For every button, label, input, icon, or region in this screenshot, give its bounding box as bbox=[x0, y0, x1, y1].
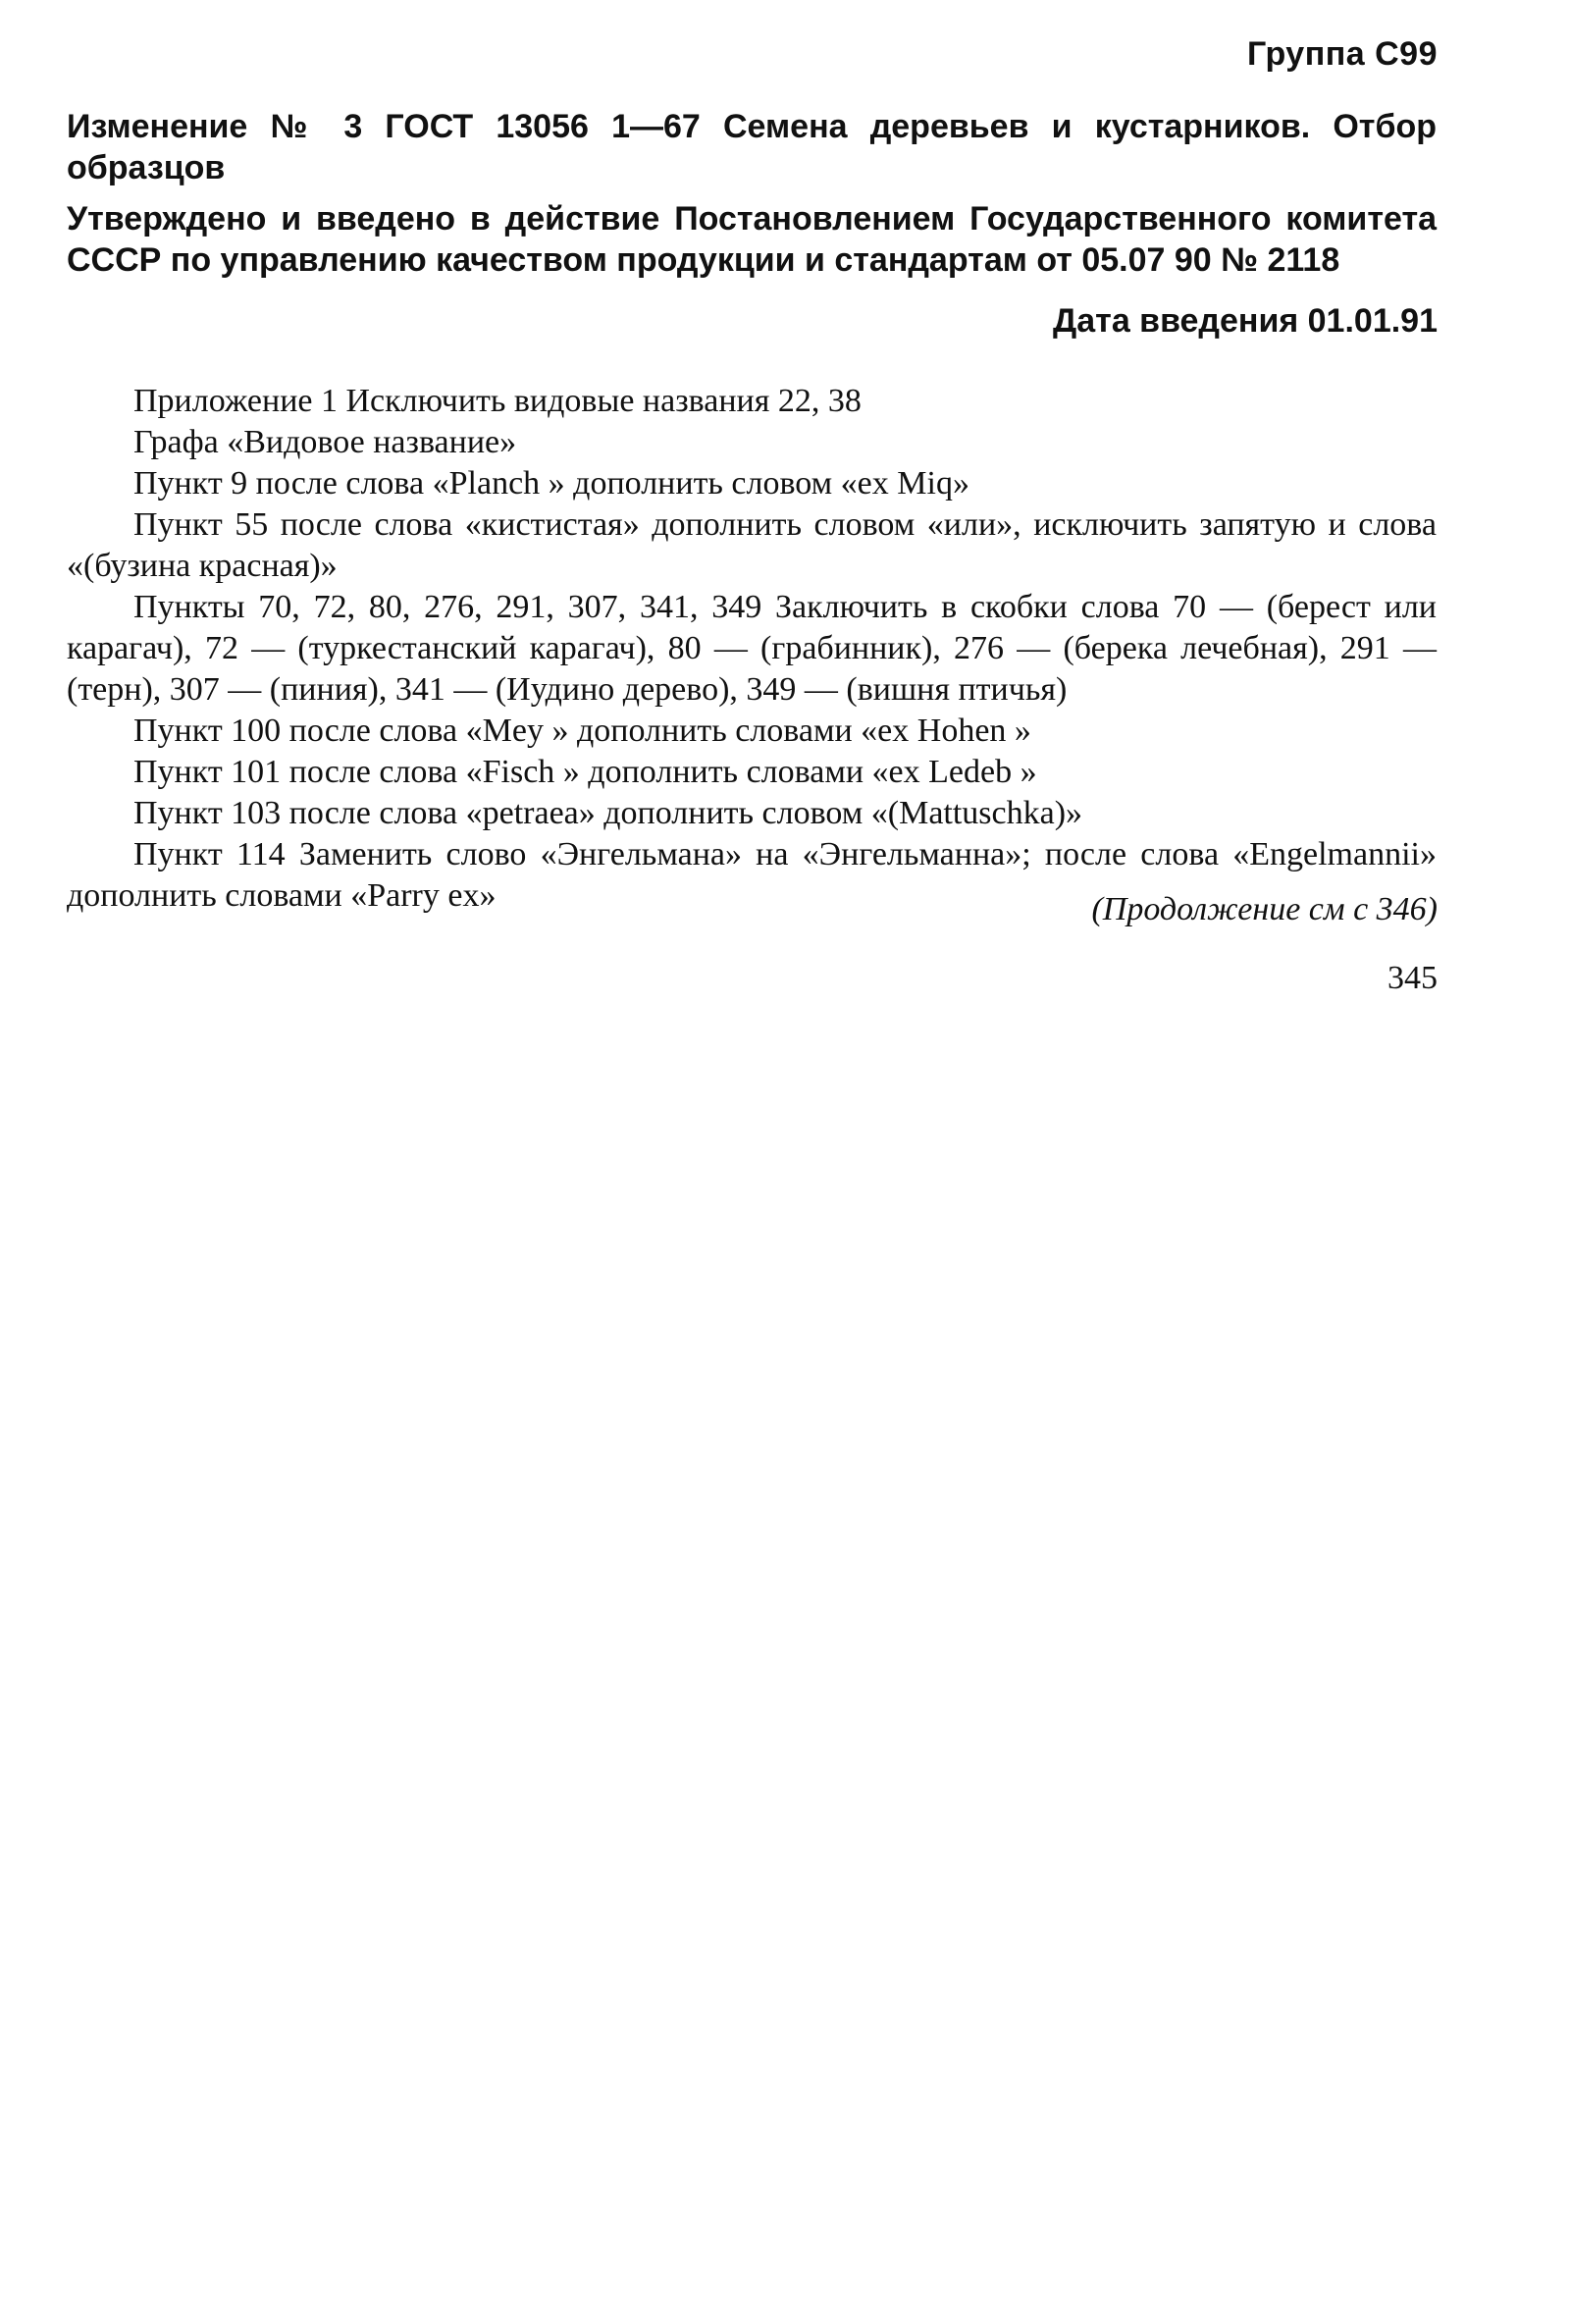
paragraph-appendix: Приложение 1 Исключить видовые названия 22, 38 bbox=[133, 383, 862, 419]
effective-date: Дата введения 01.01.91 bbox=[1053, 302, 1438, 340]
paragraph-item-103: Пункт 103 после слова «petraea» дополнить словом «(Mattuschka)» bbox=[133, 795, 1083, 831]
paragraph-column: Графа «Видовое название» bbox=[133, 424, 517, 460]
paragraph-item-55: Пункт 55 после слова «кистистая» дополнить словом «или», исключить запятую и слова «(бузина красная)» bbox=[67, 506, 1437, 584]
page-number: 345 bbox=[1387, 960, 1438, 996]
paragraph-item-100: Пункт 100 после слова «Mey » дополнить словами «ex Hohen » bbox=[133, 713, 1031, 749]
continuation-note: (Продолжение см с 346) bbox=[1091, 891, 1438, 927]
paragraph-item-9: Пункт 9 после слова «Planch » дополнить словом «ex Miq» bbox=[133, 465, 969, 502]
amendment-body bbox=[67, 381, 1437, 917]
approval-statement: Утверждено и введено в действие Постановлением Государственного комитета СССР по управлению качеством продукции и стандартам от 05.07 90 № 2118 bbox=[67, 200, 1437, 279]
paragraph-item-101: Пункт 101 после слова «Fisch » дополнить словами «ex Ledeb » bbox=[133, 754, 1037, 790]
group-code: Группа С99 bbox=[1246, 35, 1438, 73]
paragraph-item-114: Пункт 114 Заменить слово «Энгельмана» на «Энгельманна»; после слова «Engelmannii» дополнить словами «Parry ex» bbox=[67, 836, 1437, 914]
amendment-title: Изменение № 3 ГОСТ 13056 1—67 Семена деревьев и кустарников. Отбор образцов bbox=[67, 108, 1437, 186]
paragraph-items-70-349: Пункты 70, 72, 80, 276, 291, 307, 341, 349 Заключить в скобки слова 70 — (берест или карагач), 72 — (туркестанский карагач), 80 — (грабинник), 276 — (берека лечебная), 291 — (терн), 307 — (пиния), 341 — (Иудино дерево), 349 — (вишня птичья) bbox=[67, 589, 1437, 708]
